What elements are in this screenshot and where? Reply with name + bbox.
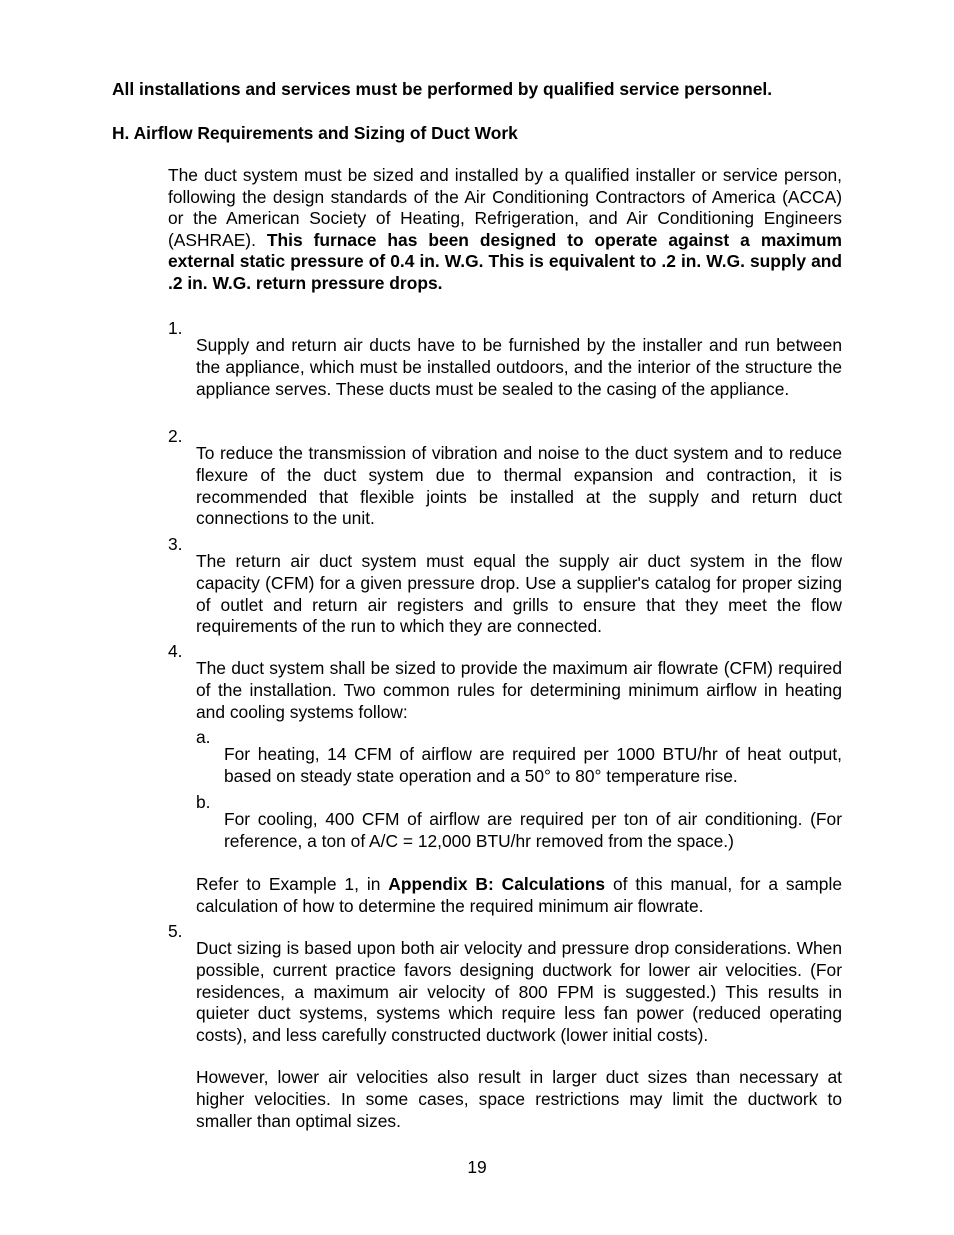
page-number: 19 xyxy=(467,1157,487,1177)
list-item-number: 1. xyxy=(168,318,183,338)
sub-item-text: For heating, 14 CFM of airflow are required per 1000 BTU/hr of heat output, based on steady state operation and a 50° to 80° temperature rise. xyxy=(224,744,842,786)
list-item-number: 4. xyxy=(168,641,183,661)
appendix-reference xyxy=(196,874,842,917)
list-item-continuation: However, lower air velocities also result in larger duct sizes than necessary at higher velocities. In some cases, space restrictions may limit the ductwork to smaller than optimal sizes. xyxy=(196,1067,842,1131)
list-item-text: To reduce the transmission of vibration and noise to the duct system and to reduce flexure of the duct system due to thermal expansion and contraction, it is recommended that flexible joints be installed at the supply and return duct connections to the unit. xyxy=(196,443,842,529)
list-item-number: 2. xyxy=(168,426,183,446)
list-item-number: 5. xyxy=(168,921,183,941)
sub-item-text: For cooling, 400 CFM of airflow are required per ton of air conditioning. (For reference, a ton of A/C = 12,000 BTU/hr removed from the space.) xyxy=(224,809,842,851)
safety-warning: All installations and services must be performed by qualified service personnel. xyxy=(112,79,773,99)
list-item-text: Duct sizing is based upon both air velocity and pressure drop considerations. When possible, current practice favors designing ductwork for lower air velocities. (For residences, a maximum air velocity of 800 FPM is suggested.) This results in quieter duct systems, systems which require less fan power (reduced operating costs), and less carefully constructed ductwork (lower initial costs). xyxy=(196,938,842,1045)
reference-text: Refer to Example 1, in xyxy=(196,874,389,895)
intro-paragraph xyxy=(168,165,842,295)
intro-bold-text: This furnace has been designed to operate against a maximum external static pressure of 0.4 in. W.G. This is equivalent to .2 in. W.G. supply and .2 in. W.G. return pressure drops. xyxy=(168,229,843,293)
list-item-text: The return air duct system must equal the supply air duct system in the flow capacity (CFM) for a given pressure drop. Use a supplier's catalog for proper sizing of outlet and return air registers and grills to ensure that they meet the flow requirements of the run to which they are connected. xyxy=(196,551,842,637)
list-item-text: Supply and return air ducts have to be furnished by the installer and run between the appliance, which must be installed outdoors, and the interior of the structure the appliance serves. These ducts must be sealed to the casing of the appliance. xyxy=(196,335,842,399)
appendix-link-text: Appendix B: Calculations xyxy=(388,874,606,895)
section-heading: H. Airflow Requirements and Sizing of Duct Work xyxy=(112,123,518,143)
list-item-number: 3. xyxy=(168,534,183,554)
intro-text: The duct system must be sized and installed by a qualified installer or service person, following the design standards of the Air Conditioning Contractors of America (ACCA) or the American Society of Heating, Refrigeration, and Air Conditioning Engineers (ASHRAE). xyxy=(168,165,842,250)
reference-text: of this manual, for a sample calculation of how to determine the required minimum air flowrate. xyxy=(196,874,842,916)
list-item-text: The duct system shall be sized to provide the maximum air flowrate (CFM) required of the installation. Two common rules for determining minimum airflow in heating and cooling systems follow: xyxy=(196,658,842,722)
sub-item-letter: a. xyxy=(196,727,211,747)
sub-item-letter: b. xyxy=(196,792,211,812)
